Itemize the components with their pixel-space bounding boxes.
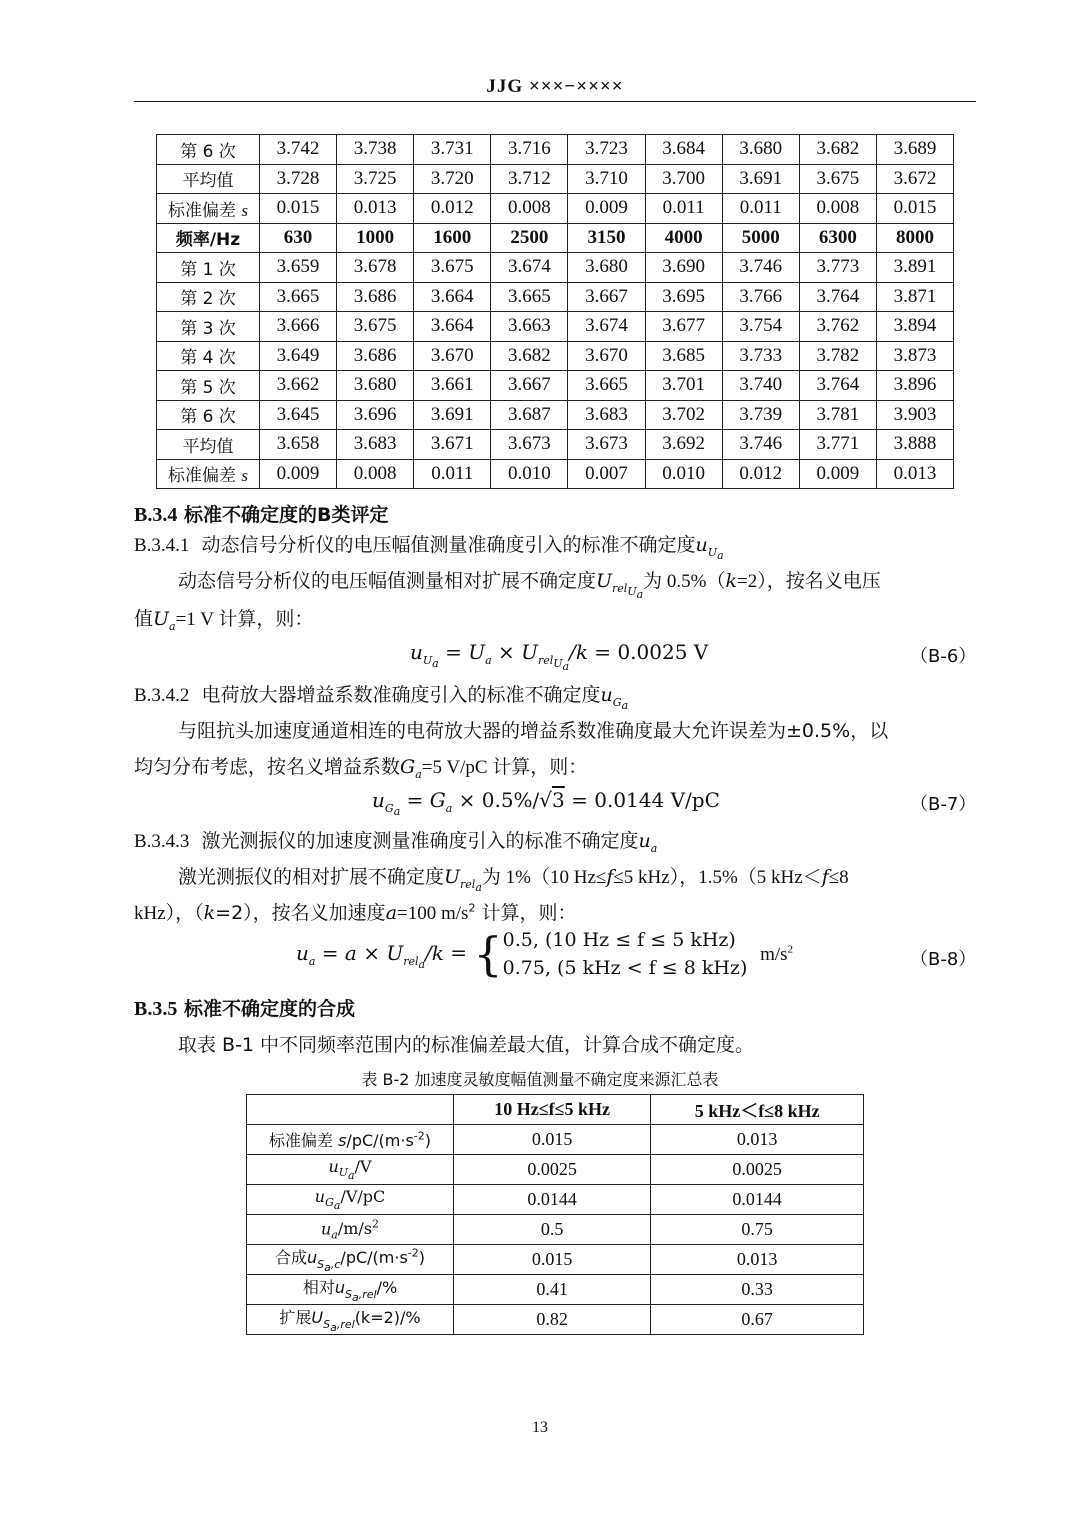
table-cell: 0.41 (454, 1275, 651, 1305)
row-label: 第 4 次 (157, 341, 260, 371)
table-cell: 3.662 (260, 371, 337, 401)
table-row (157, 430, 954, 460)
table-cell: 3.764 (799, 371, 876, 401)
section-heading-b34: B.3.4 标准不确定度的B类评定 (134, 504, 389, 526)
table-cell: 3.691 (722, 164, 799, 194)
table-row (247, 1275, 864, 1305)
table-cell: 3.672 (876, 164, 953, 194)
paragraph-b341-line2: 值$U_a=1$ V 计算，则： (134, 608, 314, 633)
table-cell: 1000 (337, 223, 414, 253)
table-cell: 0.015 (260, 194, 337, 224)
paragraph-b35: 取表 B-1 中不同频率范围内的标准偏差最大值，计算合成不确定度。 (178, 1034, 755, 1056)
table-cell: 3.896 (876, 371, 953, 401)
table-cell: 0.008 (491, 194, 568, 224)
table-cell: 3.663 (491, 312, 568, 342)
row-label-expanded: 扩展$U_{S_a,rel}(k=2)/\%$ (247, 1305, 454, 1335)
table-cell: 3.670 (414, 341, 491, 371)
table-cell: 3.684 (645, 135, 722, 165)
subheading-b342: B.3.4.2 电荷放大器增益系数准确度引入的标准不确定度$u_{G_a}$ (134, 684, 629, 712)
table-cell: 0.012 (722, 459, 799, 489)
row-label: 第 6 次 (157, 135, 260, 165)
table-cell: 3.685 (645, 341, 722, 371)
row-label-u-a: $u_a/m/s^2$ (247, 1215, 454, 1245)
table-row (157, 135, 954, 165)
table-cell: 3.764 (799, 282, 876, 312)
table-cell: 0.015 (876, 194, 953, 224)
table-cell: 3.664 (414, 312, 491, 342)
paragraph-b342-line2: 均匀分布考虑，按名义增益系数$G_a=5$ V/pC 计算，则： (134, 756, 588, 781)
table-cell: 3.675 (414, 253, 491, 283)
table-cell: 4000 (645, 223, 722, 253)
table-cell: 0.009 (568, 194, 645, 224)
table-cell: 3.689 (876, 135, 953, 165)
table-cell: 0.015 (454, 1125, 651, 1155)
table-row (247, 1215, 864, 1245)
table-cell: 3.762 (799, 312, 876, 342)
table-cell: 3.673 (491, 430, 568, 460)
table-cell: 8000 (876, 223, 953, 253)
table-cell: 3.782 (799, 341, 876, 371)
row-label: 频率/Hz (157, 223, 260, 253)
table-cell: 0.82 (454, 1305, 651, 1335)
table-cell: 0.009 (260, 459, 337, 489)
table-cell: 3.873 (876, 341, 953, 371)
table-header-row (247, 1095, 864, 1125)
table-header-range1: 10 Hz≤f≤5 kHz (454, 1095, 651, 1125)
table-cell: 3.666 (260, 312, 337, 342)
table-cell: 3.771 (799, 430, 876, 460)
table-row (157, 312, 954, 342)
table-cell: 3.692 (645, 430, 722, 460)
table-cell: 3.888 (876, 430, 953, 460)
table-cell: 3.740 (722, 371, 799, 401)
table-cell: 0.015 (454, 1245, 651, 1275)
table-cell: 0.011 (722, 194, 799, 224)
table-cell: 0.33 (651, 1275, 864, 1305)
table-cell: 0.0025 (454, 1155, 651, 1185)
table-cell: 3.661 (414, 371, 491, 401)
row-label-relative: 相对$u_{S_a,rel}/\%$ (247, 1275, 454, 1305)
table-cell: 3.667 (491, 371, 568, 401)
table-cell: 3.665 (491, 282, 568, 312)
table-b2-caption: 表 B-2 加速度灵敏度幅值测量不确定度来源汇总表 (361, 1070, 719, 1089)
table-cell: 0.0025 (651, 1155, 864, 1185)
table-cell: 1600 (414, 223, 491, 253)
table-row (157, 253, 954, 283)
table-cell: 3.649 (260, 341, 337, 371)
equation-b6: $u_{U_a} = U_a \times U_{rel_{U_a}}/k = 0.0025$ V (410, 640, 709, 674)
subheading-b343: B.3.4.3 激光测振仪的加速度测量准确度引入的标准不确定度$u_a$ (134, 830, 658, 855)
table-row (247, 1185, 864, 1215)
table-row (157, 459, 954, 489)
table-cell: 3.773 (799, 253, 876, 283)
row-label: 平均值 (157, 164, 260, 194)
row-label: 平均值 (157, 430, 260, 460)
page-number: 13 (532, 1419, 548, 1436)
table-cell: 0.0144 (454, 1185, 651, 1215)
table-cell: 3.659 (260, 253, 337, 283)
table-cell: 3.665 (260, 282, 337, 312)
table-cell: 3.667 (568, 282, 645, 312)
table-row (157, 164, 954, 194)
table-cell: 0.012 (414, 194, 491, 224)
table-cell: 3.671 (414, 430, 491, 460)
table-cell: 3.754 (722, 312, 799, 342)
table-cell: 2500 (491, 223, 568, 253)
table-cell: 0.008 (337, 459, 414, 489)
table-cell: 3.903 (876, 400, 953, 430)
table-cell: 0.013 (876, 459, 953, 489)
table-cell: 630 (260, 223, 337, 253)
table-row (247, 1245, 864, 1275)
table-row (157, 194, 954, 224)
table-cell: 0.67 (651, 1305, 864, 1335)
equation-number-b7: （B-7） (910, 794, 977, 815)
table-cell: 3.766 (722, 282, 799, 312)
row-label: 第 3 次 (157, 312, 260, 342)
table-cell: 3.701 (645, 371, 722, 401)
row-label: 第 6 次 (157, 400, 260, 430)
table-row (247, 1155, 864, 1185)
table-cell: 0.75 (651, 1215, 864, 1245)
table-cell: 3.710 (568, 164, 645, 194)
table-cell: 3.738 (337, 135, 414, 165)
table-cell: 3.733 (722, 341, 799, 371)
header-rule (134, 101, 976, 102)
table-cell: 5000 (722, 223, 799, 253)
table-row (157, 341, 954, 371)
table-cell: 3.746 (722, 430, 799, 460)
table-cell: 3.680 (568, 253, 645, 283)
table-cell: 3.871 (876, 282, 953, 312)
table-cell: 3.664 (414, 282, 491, 312)
table-cell: 3.781 (799, 400, 876, 430)
table-cell: 3.674 (568, 312, 645, 342)
row-label: 标准偏差 s (157, 459, 260, 489)
table-cell: 3.680 (337, 371, 414, 401)
equation-b8: $u_a = a \times U_{rel_a}/k$ = { 0.5, (10 Hz ≤ f ≤ 5 kHz) 0.75, (5 kHz < f ≤ 8 kHz) $m/s^2$ (296, 927, 794, 981)
table-cell: 0.013 (651, 1245, 864, 1275)
table-header-range2: 5 kHz＜f≤8 kHz (651, 1095, 864, 1125)
table-cell: 0.009 (799, 459, 876, 489)
table-cell: 3.680 (722, 135, 799, 165)
row-label: 第 5 次 (157, 371, 260, 401)
table-cell: 3.678 (337, 253, 414, 283)
table-cell: 3.645 (260, 400, 337, 430)
table-cell: 3.673 (568, 430, 645, 460)
table-cell: 3.891 (876, 253, 953, 283)
table-cell: 0.010 (645, 459, 722, 489)
equation-b7: $u_{G_a} = G_a \times 0.5\%/√3 = 0.0144$ V/pC (372, 788, 720, 819)
table-row (157, 400, 954, 430)
table-cell: 3.746 (722, 253, 799, 283)
table-cell: 3.894 (876, 312, 953, 342)
table-cell: 0.007 (568, 459, 645, 489)
table-row (157, 371, 954, 401)
table-row (247, 1305, 864, 1335)
row-label-u-ua: $u_{U_a}/V$ (247, 1155, 454, 1185)
subheading-b341: B.3.4.1 动态信号分析仪的电压幅值测量准确度引入的标准不确定度$u_{U_a}$ (134, 534, 724, 562)
section-heading-b35: B.3.5 标准不确定度的合成 (134, 998, 355, 1020)
table-cell: 0.010 (491, 459, 568, 489)
table-cell: 3.683 (337, 430, 414, 460)
table-cell: 3.687 (491, 400, 568, 430)
equation-number-b8: （B-8） (910, 949, 977, 970)
table-cell: 3.725 (337, 164, 414, 194)
table-cell: 3.723 (568, 135, 645, 165)
table-cell: 6300 (799, 223, 876, 253)
table-cell: 3.677 (645, 312, 722, 342)
equation-number-b6: （B-6） (910, 646, 977, 667)
table-cell: 3.674 (491, 253, 568, 283)
running-header: JJG ×××−×××× (486, 76, 624, 97)
table-cell: 0.011 (645, 194, 722, 224)
table-row (247, 1125, 864, 1155)
table-row (157, 282, 954, 312)
table-cell: 0.008 (799, 194, 876, 224)
paragraph-b343-line2: kHz），（k=2），按名义加速度a=100 $m/s^2$ 计算，则： (134, 901, 577, 924)
table-cell: 3.728 (260, 164, 337, 194)
table-cell: 3.691 (414, 400, 491, 430)
table-cell: 3.665 (568, 371, 645, 401)
table-cell: 3.686 (337, 341, 414, 371)
table-cell: 3.720 (414, 164, 491, 194)
table-cell: 3.712 (491, 164, 568, 194)
table-cell: 3.739 (722, 400, 799, 430)
table-cell: 3.675 (799, 164, 876, 194)
table-cell: 3.700 (645, 164, 722, 194)
table-cell: 3.675 (337, 312, 414, 342)
table-cell: 3.690 (645, 253, 722, 283)
table-row (157, 223, 954, 253)
table-cell: 0.013 (337, 194, 414, 224)
table-cell: 3.695 (645, 282, 722, 312)
table-cell: 3.696 (337, 400, 414, 430)
row-label-combined: 合成$u_{S_a,c}/pC/(m\cdot s^{-2})$ (247, 1245, 454, 1275)
paragraph-b341-line1: 动态信号分析仪的电压幅值测量相对扩展不确定度$U_{rel_{U_a}}$为 0.5%（k=2），按名义电压 (178, 570, 881, 602)
table-cell: 3.683 (568, 400, 645, 430)
row-label-u-ga: $u_{G_a}/V/pC$ (247, 1185, 454, 1215)
table-header-blank (247, 1095, 454, 1125)
table-cell: 0.0144 (651, 1185, 864, 1215)
table-cell: 3.658 (260, 430, 337, 460)
row-label: 标准偏差 s (157, 194, 260, 224)
row-label: 第 1 次 (157, 253, 260, 283)
frequency-measurement-table (156, 134, 954, 489)
uncertainty-summary-table (246, 1094, 864, 1335)
paragraph-b342-line1: 与阻抗头加速度通道相连的电荷放大器的增益系数准确度最大允许误差为±0.5%，以 (178, 720, 889, 742)
table-cell: 3.682 (491, 341, 568, 371)
table-cell: 3.731 (414, 135, 491, 165)
table-cell: 0.5 (454, 1215, 651, 1245)
table-cell: 3.682 (799, 135, 876, 165)
table-cell: 3.716 (491, 135, 568, 165)
table-cell: 0.011 (414, 459, 491, 489)
table-cell: 3.686 (337, 282, 414, 312)
table-cell: 3.742 (260, 135, 337, 165)
row-label-std-dev: 标准偏差 $s/pC/(m\cdot s^{-2})$ (247, 1125, 454, 1155)
table-cell: 3.702 (645, 400, 722, 430)
table-cell: 3150 (568, 223, 645, 253)
table-cell: 3.670 (568, 341, 645, 371)
row-label: 第 2 次 (157, 282, 260, 312)
table-cell: 0.013 (651, 1125, 864, 1155)
paragraph-b343-line1: 激光测振仪的相对扩展不确定度$U_{rel_a}$为 1%（10 Hz≤f≤5 kHz），1.5%（5 kHz＜f≤8 (178, 866, 849, 894)
